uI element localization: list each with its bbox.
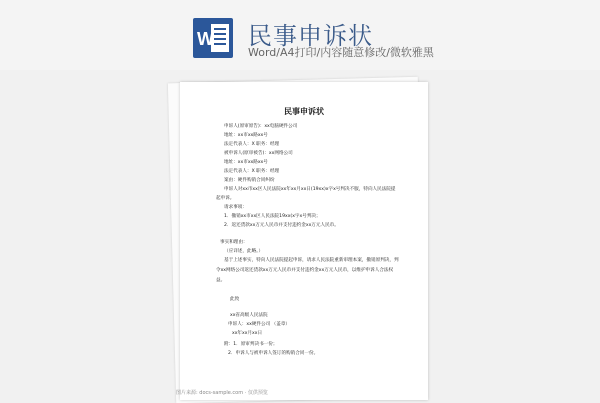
doc-line: 起申诉。 (216, 196, 235, 201)
doc-line: 请求事项： (224, 205, 247, 210)
watermark: 图片来源: docs-sample.com · 仅供预览 (176, 390, 268, 396)
doc-line: xx省高级人民法院 (230, 313, 268, 318)
doc-line: 申诉人(原审原告)：xx电脑硬件公司 (224, 124, 298, 129)
doc-line: xx年xx月xx日 (232, 331, 263, 336)
doc-line: （应详述，此略。） (224, 249, 264, 254)
header-banner (0, 0, 600, 70)
doc-line: 法定代表人：X 职务：经理 (224, 142, 280, 147)
doc-line: 申诉人：xx硬件公司 （盖章） (228, 322, 291, 327)
doc-line: 基于上述事实，特向人民法院提起申诉，请求人民法院重新审理本案，撤销原判决，判 (224, 258, 399, 263)
doc-line: 地址：xx市xx路xx号 (224, 133, 268, 138)
page-subtitle: Word/A4打印/内容随意修改/微软雅黑 (248, 46, 434, 59)
doc-line: 2．返还货款xx万元人民币并支付违约金xx万元人民币。 (224, 223, 339, 228)
document-title: 民事申诉状 (284, 107, 324, 116)
page-title: 民事申诉状 (248, 22, 373, 50)
doc-line: 案由：硬件购销合同纠纷 (224, 178, 275, 183)
doc-line: 2．申诉人与被申诉人签订的购销合同一份。 (228, 351, 319, 356)
doc-line: 地址：xx市xx路xx号 (224, 160, 268, 165)
doc-line: 申诉人对xx市xx区人民法院xx年xx月xx日(19xx)x字x号判决不服，特向人民法院提 (224, 187, 396, 192)
word-icon (193, 18, 233, 58)
doc-line: 益。 (216, 278, 226, 283)
document-page[interactable] (180, 82, 428, 400)
doc-line: 1．撤销xx市xx区人民法院19xx(x字x号判决； (224, 214, 321, 219)
doc-line: 令xx网络公司返还货款xx万元人民币并支付违约金xx万元人民币，以维护申诉人合法权 (216, 268, 394, 273)
doc-line: 附：1．原审判决书一份； (224, 342, 278, 347)
doc-line: 被申诉人(原审被告)：xx网络公司 (224, 151, 293, 156)
doc-line: 此致 (230, 297, 240, 302)
doc-line: 法定代表人：X 职务：经理 (224, 169, 280, 174)
svg-text:W: W (197, 29, 214, 49)
doc-line: 事实和理由： (220, 240, 248, 245)
